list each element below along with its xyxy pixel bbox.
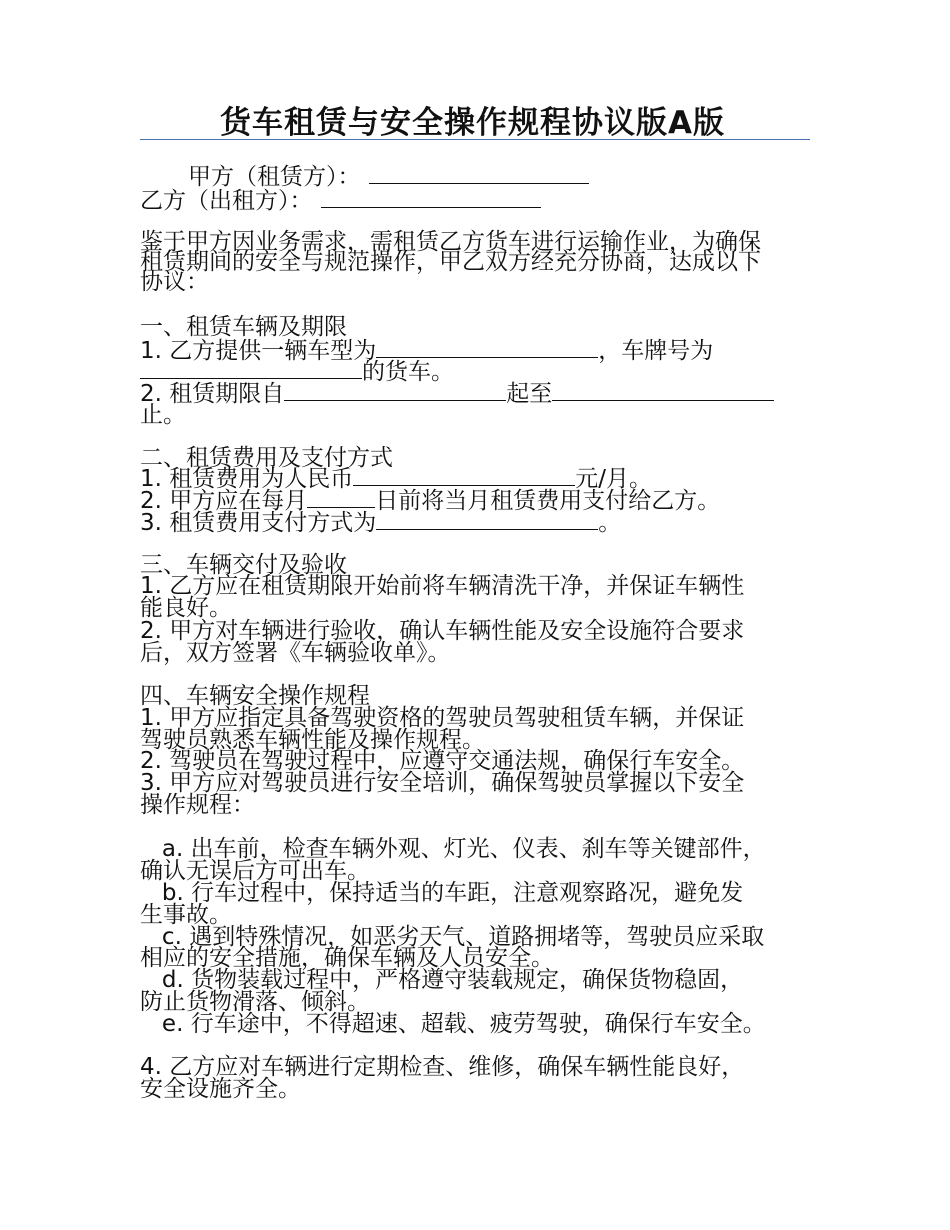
title-underline — [140, 139, 810, 140]
section1-heading: 一、租赁车辆及期限 — [140, 314, 347, 340]
section1-item1-cont: 的货车。 — [140, 358, 454, 385]
section3-line: 1. 乙方应在租赁期限开始前将车辆清洗干净，并保证车辆性 — [140, 573, 745, 599]
preamble-line-1: 鉴于甲方因业务需求，需租赁乙方货车进行运输作业，为确保 — [140, 229, 761, 255]
section2-item2: 2. 甲方应在每月 日前将当月租赁费用支付给乙方。 — [140, 488, 721, 514]
section3-line: 2. 甲方对车辆进行验收，确认车辆性能及安全设施符合要求 — [140, 618, 745, 644]
section1-item1: 1. 乙方提供一辆车型为 ，车牌号为 — [140, 338, 714, 364]
preamble-line-3: 协议： — [140, 269, 209, 295]
party-a-blank — [369, 163, 589, 184]
preamble-line-2: 租赁期间的安全与规范操作，甲乙双方经充分协商，达成以下 — [140, 249, 761, 275]
section4-item4-line: 4. 乙方应对车辆进行定期检查、维修，确保车辆性能良好， — [140, 1054, 745, 1080]
section4-sub-line: 生事故。 — [140, 902, 232, 928]
section2-heading: 二、租赁费用及支付方式 — [140, 445, 393, 471]
section4-sub-line: 确认无误后方可出车。 — [140, 858, 370, 884]
payment-method-blank — [376, 509, 598, 530]
section3-line: 能良好。 — [140, 595, 232, 621]
section4-line: 1. 甲方应指定具备驾驶资格的驾驶员驾驶租赁车辆，并保证 — [140, 705, 745, 731]
section4-line: 驾驶员熟悉车辆性能及操作规程。 — [140, 727, 485, 753]
section4-sub-line: c. 遇到特殊情况，如恶劣天气、道路拥堵等，驾驶员应采取 — [140, 924, 765, 950]
section4-line: 操作规程： — [140, 792, 255, 818]
section3-heading: 三、车辆交付及验收 — [140, 552, 347, 578]
payment-day-blank — [307, 487, 375, 508]
party-b-line — [140, 187, 541, 214]
section4-sub-line: a. 出车前，检查车辆外观、灯光、仪表、刹车等关键部件， — [140, 836, 766, 862]
section4-sub-line: d. 货物装载过程中，严格遵守装载规定，确保货物稳固， — [140, 967, 744, 993]
vehicle-model-blank — [376, 337, 598, 358]
section3-line: 后，双方签署《车辆验收单》。 — [140, 640, 451, 666]
section2-item3: 3. 租赁费用支付方式为 。 — [140, 510, 622, 536]
rent-amount-blank — [353, 465, 575, 486]
section4-heading: 四、车辆安全操作规程 — [140, 683, 370, 709]
section4-line: 2. 驾驶员在驾驶过程中，应遵守交通法规，确保行车安全。 — [140, 748, 745, 774]
section4-sub-line: 相应的安全措施，确保车辆及人员安全。 — [140, 945, 554, 971]
section4-sub-line: e. 行车途中，不得超速、超载、疲劳驾驶，确保行车安全。 — [140, 1011, 766, 1037]
section4-sub-line: b. 行车过程中，保持适当的车距，注意观察路况，避免发 — [140, 880, 744, 906]
plate-number-blank — [140, 358, 362, 379]
end-date-blank — [552, 380, 774, 401]
party-b-label: 乙方（出租方）： — [140, 188, 313, 214]
document-title: 货车租赁与安全操作规程协议版A版 — [220, 105, 725, 141]
section4-item4-line: 安全设施齐全。 — [140, 1076, 301, 1102]
start-date-blank — [284, 380, 506, 401]
section4-sub-line: 防止货物滑落、倾斜。 — [140, 989, 370, 1015]
section2-item1: 1. 租赁费用为人民币 元/月。 — [140, 466, 653, 492]
section1-item2: 2. 租赁期限自 起至 — [140, 380, 774, 407]
party-a-label: 甲方（租赁方）： — [188, 164, 361, 190]
party-a-line — [188, 163, 589, 190]
section4-line: 3. 甲方应对驾驶员进行安全培训，确保驾驶员掌握以下安全 — [140, 770, 745, 796]
section1-item2-cont: 止。 — [140, 402, 186, 428]
party-b-blank — [321, 187, 541, 208]
